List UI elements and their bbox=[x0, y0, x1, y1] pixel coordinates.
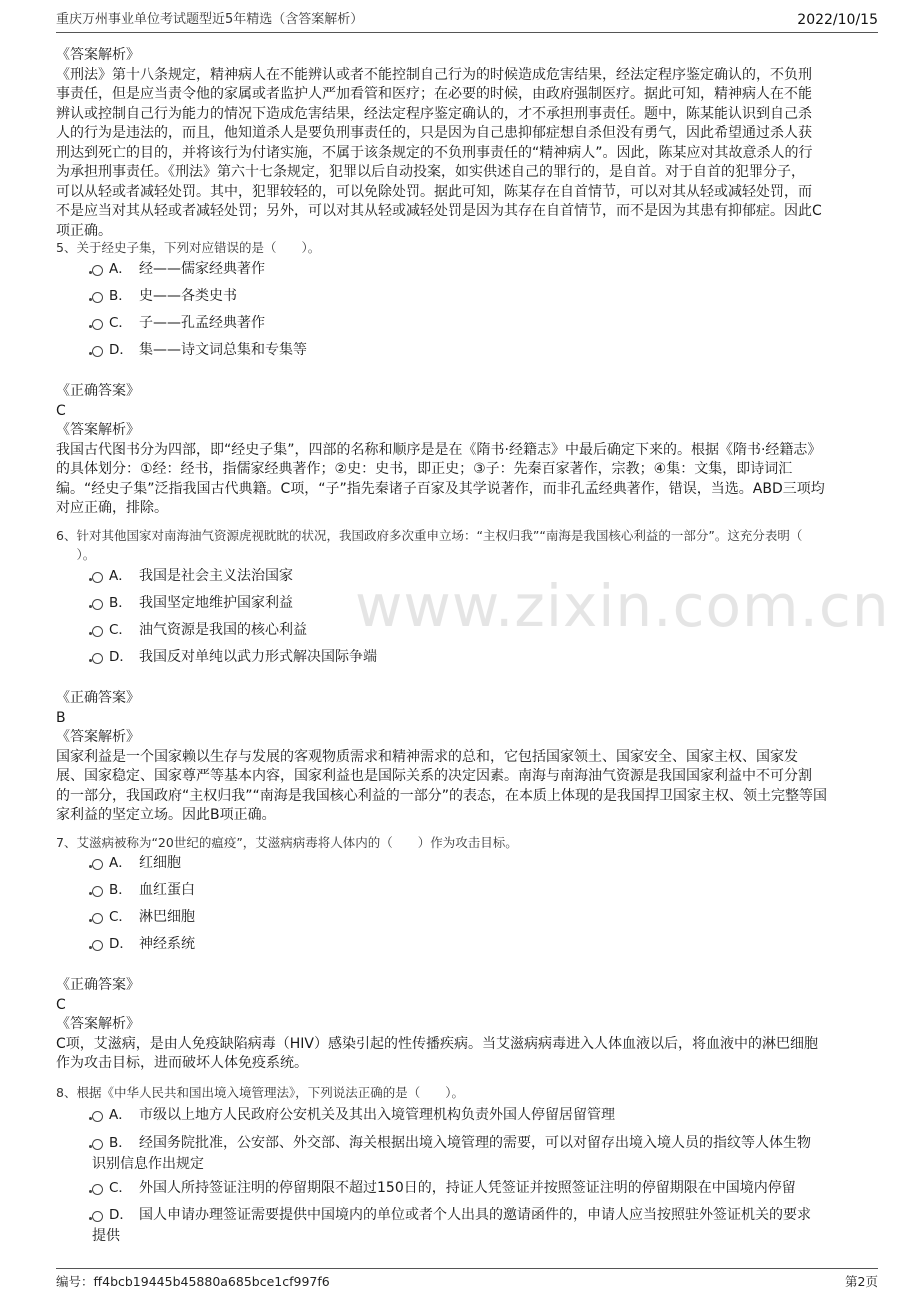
analysis-line: 辨认或控制自己行为能力的情况下造成危害结果，经法定程序鉴定确认的，才不承担刑事责任。题中，陈某能认识到自己杀 bbox=[56, 105, 812, 122]
question-6-option-c[interactable] bbox=[92, 620, 862, 641]
option-letter: B． bbox=[109, 288, 132, 304]
analysis-line: 事责任，但是应当责令他的家属或者监护人严加看管和医疗；在必要的时候，由政府强制医疗。据此可知，精神病人在不能 bbox=[56, 86, 812, 102]
analysis-line: 为承担刑事责任。《刑法》第六十七条规定，犯罪以后自动投案，如实供述自己的罪行的，是自首。对于自首的犯罪分子， bbox=[56, 164, 805, 180]
option-text: 我国反对单纯以武力形式解决国际争端 bbox=[139, 649, 377, 665]
analysis-line: 编。“经史子集”泛指我国古代典籍。C项，“子”指先秦诸子百家及其学说著作，而非孔孟经典著作，错误，当选。ABD三项均 bbox=[56, 480, 825, 497]
option-letter: C． bbox=[109, 909, 132, 925]
analysis-line: 我国古代图书分为四部，即“经史子集”，四部的名称和顺序是是在《隋书·经籍志》中最后确定下来的。根据《隋书·经籍志》 bbox=[56, 441, 822, 458]
option-text: 子——孔孟经典著作 bbox=[139, 315, 265, 331]
question-5-text: 5、关于经史子集，下列对应错误的是（ ）。 bbox=[56, 240, 321, 255]
option-letter: D． bbox=[109, 649, 133, 665]
question-6-option-a[interactable] bbox=[92, 566, 862, 587]
question-8-option-c[interactable] bbox=[92, 1178, 862, 1199]
question-6-option-d[interactable] bbox=[92, 647, 862, 668]
question-5-answer-block bbox=[56, 382, 862, 519]
radio-icon[interactable] bbox=[92, 940, 103, 951]
option-letter: C． bbox=[109, 1180, 132, 1196]
page-number: 第2页 bbox=[845, 1274, 878, 1289]
option-text: 经——儒家经典著作 bbox=[139, 261, 265, 277]
radio-icon[interactable] bbox=[92, 859, 103, 870]
analysis-line: 对应正确，排除。 bbox=[56, 500, 168, 516]
analysis-label: 《答案解析》 bbox=[56, 729, 140, 745]
option-letter: A． bbox=[109, 855, 132, 871]
radio-icon[interactable] bbox=[92, 1211, 103, 1222]
option-letter: D． bbox=[109, 342, 133, 358]
question-6-option-b[interactable] bbox=[92, 593, 862, 614]
option-letter: D． bbox=[109, 936, 133, 952]
analysis-line: 作为攻击目标，进而破坏人体免疫系统。 bbox=[56, 1055, 308, 1071]
option-text: 油气资源是我国的核心利益 bbox=[139, 622, 307, 638]
analysis-line: 刑达到死亡的目的，并将该行为付诸实施，不属于该条规定的不负刑事责任的“精神病人”。因此，陈某应对其故意杀人的行 bbox=[56, 144, 813, 161]
option-text: 集——诗文词总集和专集等 bbox=[139, 342, 307, 358]
option-text-line: 识别信息作出规定 bbox=[92, 1156, 204, 1172]
option-text-line: 经国务院批准，公安部、外交部、海关根据出境入境管理的需要，可以对留存出境入境人员的指纹等人体生物 bbox=[139, 1135, 811, 1151]
analysis-line: 国家利益是一个国家赖以生存与发展的客观物质需求和精神需求的总和，它包括国家领土、国家安全、国家主权、国家发 bbox=[56, 748, 798, 765]
analysis-line: 《刑法》第十八条规定，精神病人在不能辨认或者不能控制自己行为的时候造成危害结果，经法定程序鉴定确认的，不负刑 bbox=[56, 66, 812, 83]
option-letter: B． bbox=[109, 595, 132, 611]
question-8-option-b[interactable] bbox=[92, 1133, 862, 1154]
top-analysis-block bbox=[56, 46, 862, 241]
option-text bbox=[139, 1133, 862, 1154]
page-header bbox=[56, 10, 878, 33]
analysis-line: 人的行为是违法的，而且，他知道杀人是要负刑事责任的，只是因为自己患抑郁症想自杀但没有勇气，因此希望通过杀人获 bbox=[56, 125, 812, 141]
option-letter: A． bbox=[109, 568, 132, 584]
document-code: 编号：ff4bcb19445b45880a685bce1cf997f6 bbox=[56, 1274, 330, 1289]
option-text: 淋巴细胞 bbox=[139, 909, 195, 925]
analysis-line: 家利益的坚定立场。因此B项正确。 bbox=[56, 807, 276, 823]
option-letter: A． bbox=[109, 1107, 132, 1123]
option-letter: B． bbox=[109, 1135, 132, 1151]
radio-icon[interactable] bbox=[92, 886, 103, 897]
answer-value: C bbox=[56, 402, 66, 419]
question-8-option-a[interactable] bbox=[92, 1105, 862, 1126]
question-7-answer-block bbox=[56, 976, 862, 1074]
option-text: 外国人所持签证注明的停留期限不超过150日的，持证人凭签证并按照签证注明的停留期限在中国境内停留 bbox=[139, 1180, 796, 1196]
answer-label: 《正确答案》 bbox=[56, 383, 140, 399]
option-text: 史——各类史书 bbox=[139, 288, 237, 304]
question-5-option-c[interactable] bbox=[92, 313, 862, 334]
question-5-option-d[interactable] bbox=[92, 340, 862, 361]
radio-icon[interactable] bbox=[92, 319, 103, 330]
radio-icon[interactable] bbox=[92, 346, 103, 357]
option-text: 我国坚定地维护国家利益 bbox=[139, 595, 293, 611]
analysis-line: 不是应当对其从轻或者减轻处罚；另外，可以对其从轻或减轻处罚是因为其存在自首情节，而不是因为其患有抑郁症。因此C bbox=[56, 203, 822, 219]
question-7-option-c[interactable] bbox=[92, 907, 862, 928]
radio-icon[interactable] bbox=[92, 1139, 103, 1150]
question-6-text bbox=[56, 526, 862, 564]
question-7-text: 7、艾滋病被称为“20世纪的瘟疫”，艾滋病病毒将人体内的（ ）作为攻击目标。 bbox=[56, 835, 518, 850]
analysis-label: 《答案解析》 bbox=[56, 422, 140, 438]
option-letter: C． bbox=[109, 315, 132, 331]
question-7-option-b[interactable] bbox=[92, 880, 862, 901]
question-text-line: ）。 bbox=[64, 547, 96, 562]
question-7-option-a[interactable] bbox=[92, 853, 862, 874]
option-text: 国人申请办理签证需要提供中国境内的单位或者个人出具的邀请函件的，申请人应当按照驻外签证机关的要求 bbox=[139, 1207, 811, 1223]
radio-icon[interactable] bbox=[92, 1184, 103, 1195]
radio-icon[interactable] bbox=[92, 265, 103, 276]
question-8-option-b-continuation bbox=[92, 1154, 862, 1175]
question-6-answer-block bbox=[56, 689, 862, 826]
radio-icon[interactable] bbox=[92, 572, 103, 583]
radio-icon[interactable] bbox=[92, 653, 103, 664]
watermark: www.zixin.com.cn bbox=[355, 572, 890, 640]
radio-icon[interactable] bbox=[92, 292, 103, 303]
option-text: 市级以上地方人民政府公安机关及其出入境管理机构负责外国人停留居留管理 bbox=[139, 1107, 615, 1123]
question-5-option-a[interactable] bbox=[92, 259, 862, 280]
option-text: 红细胞 bbox=[139, 855, 181, 871]
option-letter: C． bbox=[109, 622, 132, 638]
answer-label: 《正确答案》 bbox=[56, 690, 140, 706]
answer-value: B bbox=[56, 709, 66, 726]
analysis-line: 项正确。 bbox=[56, 222, 112, 239]
analysis-line: 的一部分，我国政府“主权归我”“南海是我国核心利益的一部分”的表态，在本质上体现的是我国捍卫国家主权、领土完整等国 bbox=[56, 787, 828, 804]
question-8-text: 8、根据《中华人民共和国出境入境管理法》，下列说法正确的是（ ）。 bbox=[56, 1085, 464, 1100]
page-footer bbox=[56, 1268, 878, 1293]
option-letter: D． bbox=[109, 1207, 133, 1223]
answer-label: 《正确答案》 bbox=[56, 977, 140, 993]
radio-icon[interactable] bbox=[92, 599, 103, 610]
radio-icon[interactable] bbox=[92, 913, 103, 924]
analysis-line: C项，艾滋病，是由人免疫缺陷病毒（HIV）感染引起的性传播疾病。当艾滋病病毒进入人体血液以后，将血液中的淋巴细胞 bbox=[56, 1035, 819, 1052]
option-text: 血红蛋白 bbox=[139, 882, 195, 898]
radio-icon[interactable] bbox=[92, 1111, 103, 1122]
analysis-label: 《答案解析》 bbox=[56, 1016, 140, 1032]
analysis-line: 的具体划分：①经：经书，指儒家经典著作；②史：史书，即正史；③子：先秦百家著作，宗教；④集：文集，即诗词汇 bbox=[56, 461, 793, 477]
answer-value: C bbox=[56, 996, 66, 1013]
question-8-option-d-continuation bbox=[92, 1226, 862, 1247]
option-text-line: 提供 bbox=[92, 1228, 120, 1244]
question-5-option-b[interactable] bbox=[92, 286, 862, 307]
question-8-option-d[interactable] bbox=[92, 1205, 862, 1226]
option-text: 神经系统 bbox=[139, 936, 195, 952]
radio-icon[interactable] bbox=[92, 626, 103, 637]
analysis-line: 展、国家稳定、国家尊严等基本内容，国家利益也是国际关系的决定因素。南海与南海油气资源是我国国家利益中不可分割 bbox=[56, 768, 812, 784]
document-title: 重庆万州事业单位考试题型近5年精选（含答案解析） bbox=[56, 12, 364, 27]
document-date: 2022/10/15 bbox=[797, 12, 878, 28]
option-text: 我国是社会主义法治国家 bbox=[139, 568, 293, 584]
question-text-line: 6、针对其他国家对南海油气资源虎视眈眈的状况，我国政府多次重申立场：“主权归我”“南海是我国核心利益的一部分”。这充分表明（ bbox=[56, 528, 803, 543]
option-letter: A． bbox=[109, 261, 132, 277]
option-letter: B． bbox=[109, 882, 132, 898]
question-7-option-d[interactable] bbox=[92, 934, 862, 955]
analysis-line: 可以从轻或者减轻处罚。其中，犯罪较轻的，可以免除处罚。据此可知，陈某存在自首情节，可以对其从轻或减轻处罚，而 bbox=[56, 183, 812, 200]
analysis-label: 《答案解析》 bbox=[56, 47, 140, 63]
